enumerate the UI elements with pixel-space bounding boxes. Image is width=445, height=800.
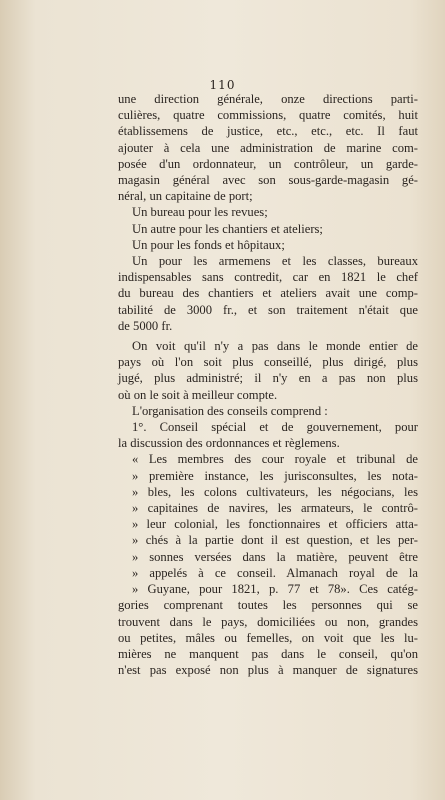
text-line: » appelés à ce conseil. Almanach royal de la [132,565,418,580]
text-line: On voit qu'il n'y a pas dans le monde entier de [132,339,418,354]
text-line: culières, quatre commissions, quatre comités, huit [118,108,418,123]
text-line: » première instance, les jurisconsultes, les nota- [132,468,418,483]
body-text [118,91,418,678]
text-line: gories comprenant toutes les personnes qui se [118,598,418,613]
text-line: « Les membres des cour royale et tribunal de [132,452,418,467]
text-line: néral, un capitaine de port; [118,189,253,204]
text-line: établissemens de justice, etc., etc., etc. Il faut [118,124,418,139]
text-line: pays où l'on soit plus conseillé, plus dirigé, plus [118,355,418,370]
text-line: mières ne manquent pas dans le conseil, qu'on [118,646,418,661]
text-line: 1°. Conseil spécial et de gouvernement, pour [132,420,418,435]
text-line: de 5000 fr. [118,318,173,333]
text-line: » Guyane, pour 1821, p. 77 et 78». Ces catég- [132,582,418,597]
text-line: ou petites, mâles ou femelles, on voit que les lu- [118,630,418,645]
text-line: » sonnes versées dans la matière, peuvent être [132,549,418,564]
text-line: une direction générale, onze directions parti- [118,92,418,106]
text-line: tabilité de 3000 fr., et son traitement n'était que [118,302,418,317]
text-line: posée d'un ordonnateur, un contrôleur, un garde- [118,156,418,171]
text-line: L'organisation des conseils comprend : [132,403,328,418]
text-line: » leur colonial, les fonctionnaires et officiers atta- [132,517,418,532]
text-line: la discussion des ordonnances et règlemens. [118,436,340,451]
text-line: Un pour les armemens et les classes, bureaux [132,254,418,269]
page-number: 110 [209,78,236,92]
text-line: indispensables sans contredit, car en 1821 le chef [118,270,418,285]
text-line: » chés à la partie dont il est question, et les per- [132,533,418,548]
text-line: du bureau des chantiers et ateliers avait une comp- [118,286,418,301]
text-line: jugé, plus administré; il n'y en a pas non plus [118,371,418,386]
text-line: magasin général avec son sous-garde-magasin gé- [118,173,418,188]
text-line: ajouter à cela une administration de marine com- [118,140,418,155]
text-line: où on le soit à meilleur compte. [118,387,278,402]
text-line: » bles, les colons cultivateurs, les négocians, les [132,484,418,499]
text-line: Un autre pour les chantiers et ateliers; [132,221,323,236]
text-line: n'est pas exposé non plus à manquer de signatures [118,663,418,678]
text-line: trouvent dans le pays, domiciliées ou non, grandes [118,614,418,629]
text-line: » capitaines de navires, les armateurs, le contrô- [132,501,418,516]
text-line: Un pour les fonds et hôpitaux; [132,237,285,252]
text-line: Un bureau pour les revues; [132,205,268,220]
